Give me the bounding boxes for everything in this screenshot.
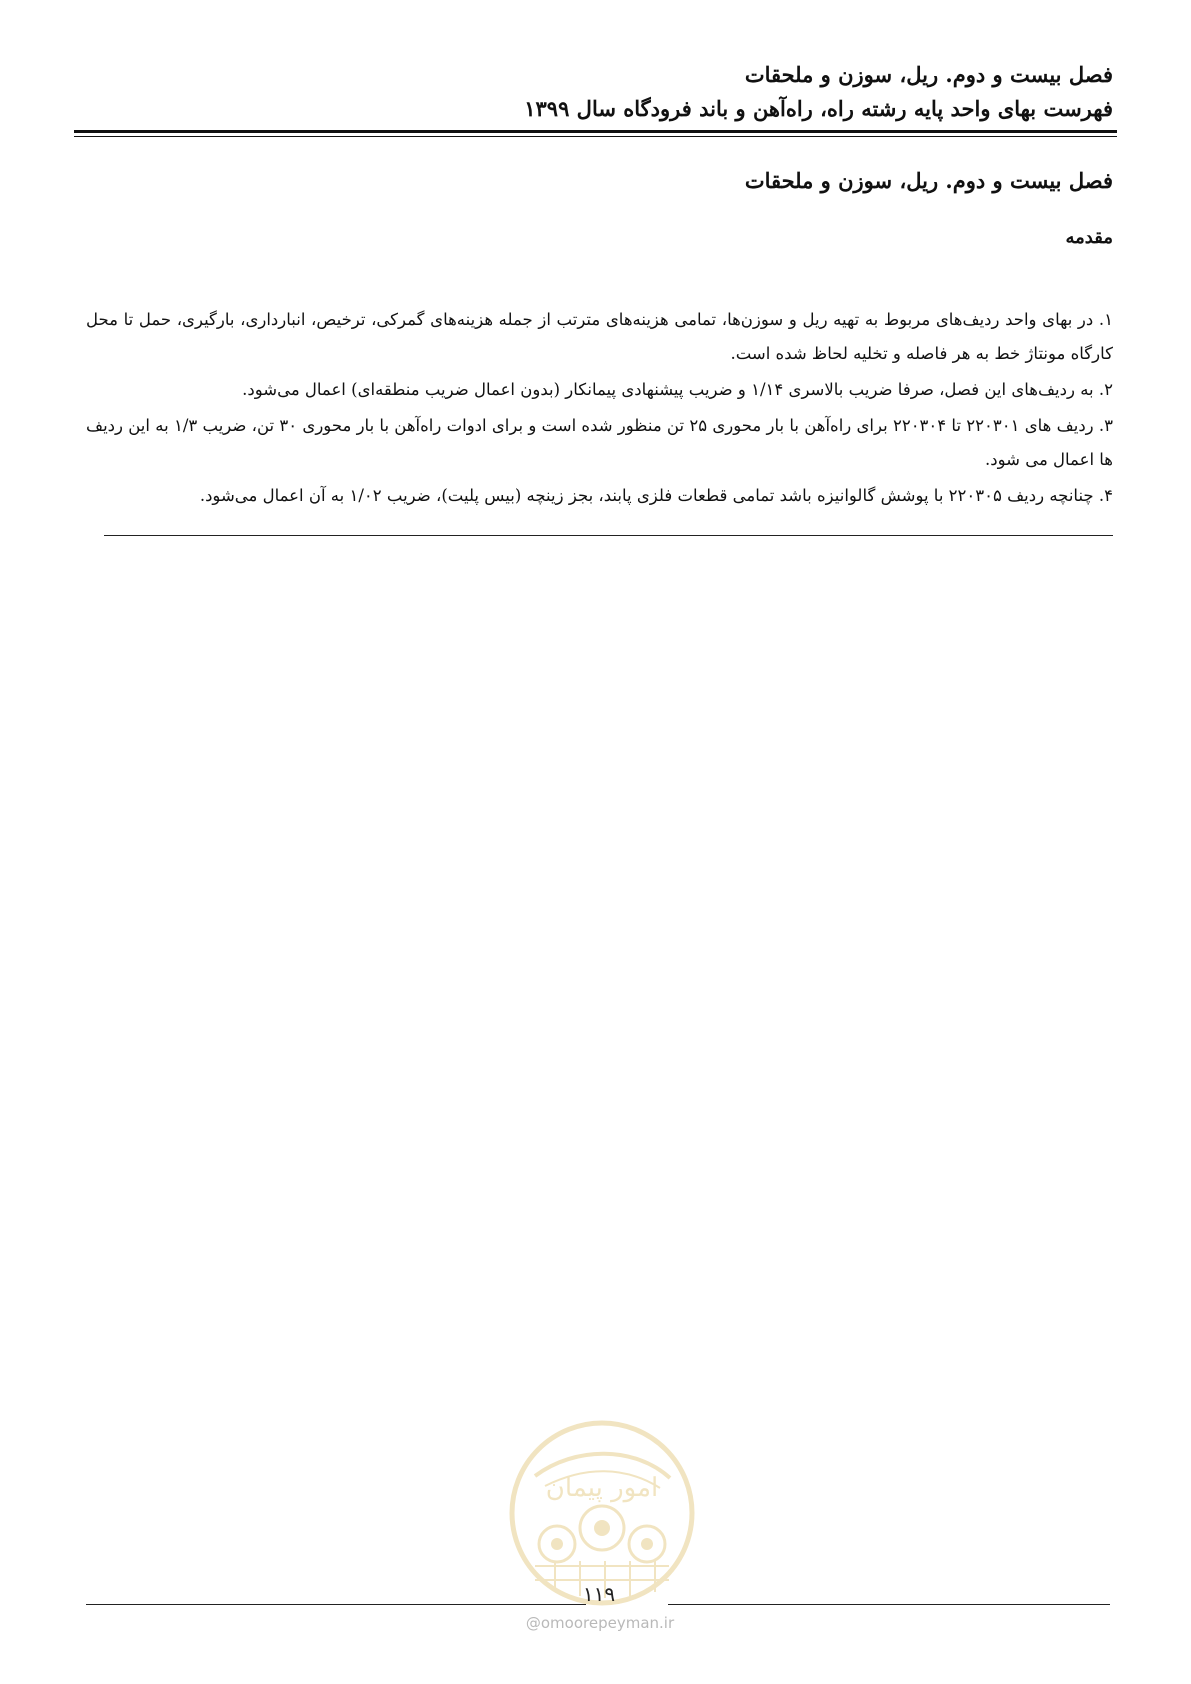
header-chapter-title: فصل بیست و دوم. ریل، سوزن و ملحقات [744,62,1113,87]
list-item: ۲. به ردیف‌های این فصل، صرفا ضریب بالاسری ۱/۱۴ و ضریب پیشنهادی پیمانکار (بدون اعمال ضریب منطقه‌ای) اعمال می‌شود. [242,380,1113,399]
page-header [73,58,1113,126]
watermark-site: @omoorepeyman.ir [525,1614,675,1632]
header-rule-thin [74,136,1117,137]
footer-rule-left [86,1604,586,1605]
watermark-logo-text: امور پیمان [545,1473,659,1503]
intro-heading: مقدمه [1065,227,1113,248]
chapter-title: فصل بیست و دوم. ریل، سوزن و ملحقات [744,168,1113,193]
watermark-logo [505,1416,699,1610]
header-rule-thick [74,130,1117,133]
section-divider [104,535,1113,536]
list-item: ۱. در بهای واحد ردیف‌های مربوط به تهیه ریل و سوزن‌ها، تمامی هزینه‌های مترتب از جمله هزینه‌های گمرکی، ترخیص، انبارداری، بارگیری، حمل تا محل کارگاه مونتاژ خط به هر فاصله و تخلیه لحاظ شده است. [86,310,1113,363]
intro-items-list [86,303,1113,515]
page-number: ۱۱۹ [582,1582,616,1606]
list-item: ۳. ردیف های ۲۲۰۳۰۱ تا ۲۲۰۳۰۴ برای راه‌آهن با بار محوری ۲۵ تن منظور شده است و برای ادوات راه‌آهن با بار محوری ۳۰ تن، ضریب ۱/۳ به این ردیف ها اعمال می شود. [86,416,1114,469]
footer-rule-right [668,1604,1110,1605]
list-item: ۴. چنانچه ردیف ۲۲۰۳۰۵ با پوشش گالوانیزه باشد تمامی قطعات فلزی پابند، بجز زینچه (بیس پلیت)، ضریب ۱/۰۲ به آن اعمال می‌شود. [199,486,1113,505]
header-document-title: فهرست بهای واحد پایه رشته راه، راه‌آهن و باند فرودگاه سال ۱۳۹۹ [524,96,1113,121]
